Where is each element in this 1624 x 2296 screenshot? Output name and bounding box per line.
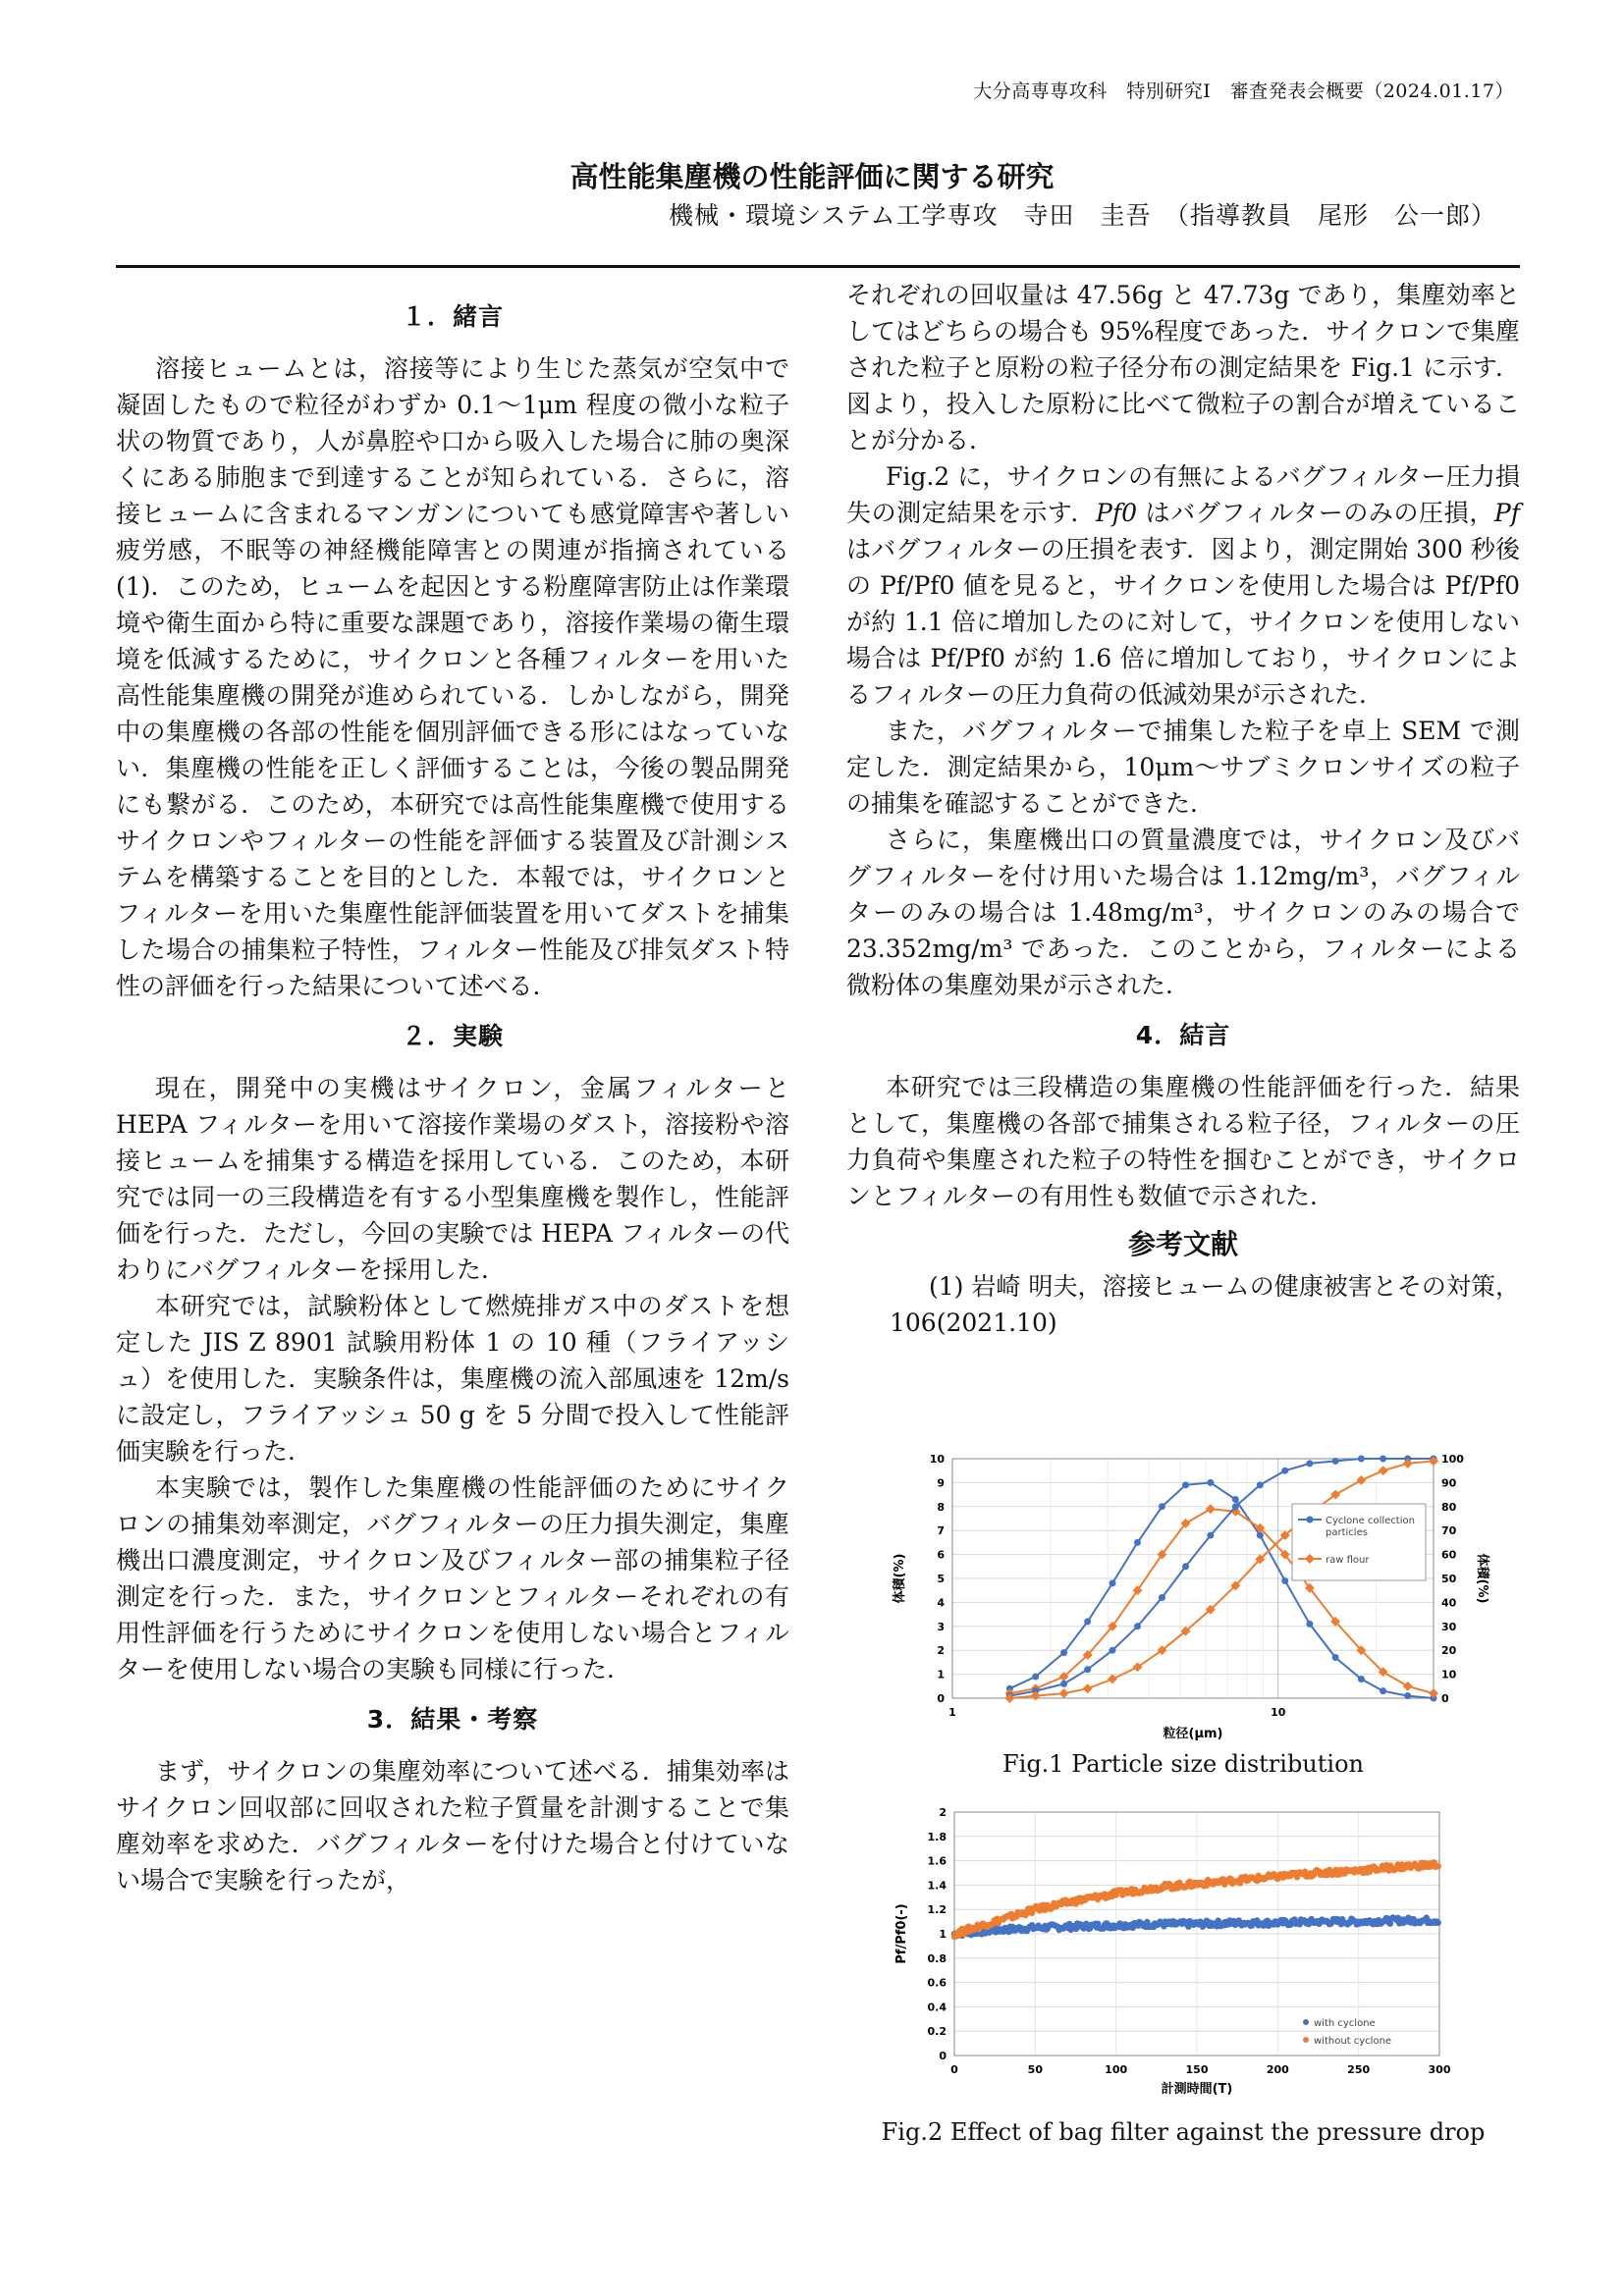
data-point <box>1435 1920 1441 1926</box>
data-point <box>1159 1594 1165 1601</box>
paragraph-conclusion: 本研究では三段構造の集塵機の性能評価を行った．結果として，集塵機の各部で捕集される粒子径，フィルターの圧力負荷や集塵された粒子の特性を掴むことができ，サイクロンとフィルターの有用性も数値で示された． <box>846 1073 1520 1210</box>
paragraph-results-1-cont: それぞれの回収量は 47.56g と 47.73g であり，集塵効率としてはどちらの場合も 95%程度であった．サイクロンで集塵された粒子と原粉の粒子径分布の測定結果を Fig.1 に示す．図より，投入した原粉に比べて微粒子の割合が増えていることが分かる． <box>846 281 1521 454</box>
paragraph-experiment-3: 本実験では，製作した集塵機の性能評価のためにサイクロンの捕集効率測定，バグフィルターの圧力損失測定，集塵機出口濃度測定，サイクロン及びフィルター部の捕集粒子径測定を行った．また，サイクロンとフィルターそれぞれの有用性評価を行うためにサイクロンを使用しない場合とフィルターを使用しない場合の実験も同様に行った． <box>116 1473 789 1683</box>
y2-tick-label: 70 <box>1441 1524 1457 1538</box>
paragraph-results-2 <box>846 458 1520 713</box>
data-point <box>1403 1682 1413 1691</box>
y-tick-label: 6 <box>937 1548 945 1562</box>
header-note: 大分高専専攻科 特別研究Ⅰ 審査発表会概要（2024.01.17） <box>973 80 1514 102</box>
y2-tick-label: 30 <box>1441 1620 1457 1633</box>
y-tick-label: 0 <box>937 1692 945 1705</box>
paragraph-experiment-1: 現在，開発中の実機はサイクロン，金属フィルターと HEPA フィルターを用いて溶接作業場のダスト，溶接粉や溶接ヒュームを捕集する構造を採用している．このため，本研究では同一の三段構造を有する小型集塵機を製作し，性能評価を行った．ただし，今回の実験では HEPA フィルターの代わりにバグフィルターを採用した． <box>116 1074 789 1284</box>
y2-axis-label: 体積(%) <box>1475 1553 1489 1604</box>
y2-tick-label: 40 <box>1441 1596 1457 1610</box>
x-tick-label: 150 <box>1185 2063 1209 2076</box>
data-point <box>1206 1504 1216 1514</box>
y-tick-label: 1.2 <box>927 1903 947 1917</box>
x-tick-label: 1 <box>948 1706 956 1719</box>
y-tick-label: 0.4 <box>927 2001 947 2014</box>
data-point <box>1084 1618 1091 1625</box>
paragraph-intro: 溶接ヒュームとは，溶接等により生じた蒸気が空気中で凝固したもので粒径がわずか 0.1～1μm 程度の微小な粒子状の物質であり，人が鼻腔や口から吸入した場合に肺の奥深くにある肺胞まで到達することが知られている．さらに，溶接ヒュームに含まれるマンガンについても感覚障害や著しい疲労感，不眠等の神経機能障害との関連が指摘されている(1)．このため，ヒュームを起因とする粉塵障害防止は作業環境や衛生面から特に重要な課題であり，溶接作業場の衛生環境を低減するために，サイクロンと各種フィルターを用いた高性能集塵機の開発が進められている．しかしながら，開発中の集塵機の各部の性能を個別評価できる形にはなっていない．集塵機の性能を正しく評価することは，今後の製品開発にも繋がる．このため，本研究では高性能集塵機で使用するサイクロンやフィルターの性能を評価する装置及び計測システムを構築することを目的とした．本報では，サイクロンとフィルターを用いた集塵性能評価装置を用いてダストを捕集した場合の捕集粒子特性，フィルター性能及び排気ダスト特性の評価を行った結果について述べる． <box>116 354 789 1000</box>
x-axis-label: 粒径(μm) <box>1163 1727 1223 1741</box>
y-tick-label: 0 <box>939 2050 947 2062</box>
y2-tick-label: 90 <box>1441 1476 1457 1490</box>
data-point <box>1358 1676 1365 1682</box>
data-point <box>1380 1456 1386 1463</box>
data-point <box>1358 1456 1365 1463</box>
legend-marker <box>1307 1517 1314 1523</box>
x-tick-label: 200 <box>1266 2063 1289 2076</box>
data-point <box>1306 1621 1313 1628</box>
data-point <box>1257 1481 1264 1488</box>
y-tick-label: 7 <box>937 1524 945 1538</box>
figure-2-caption: Fig.2 Effect of bag filter against the pressure drop <box>881 2118 1486 2146</box>
y2-tick-label: 80 <box>1441 1500 1457 1514</box>
legend-label: Cyclone collection <box>1326 1516 1415 1526</box>
data-point <box>1281 1468 1288 1474</box>
data-point <box>1182 1563 1189 1570</box>
y-tick-label: 10 <box>929 1453 945 1466</box>
y-tick-label: 1 <box>937 1668 945 1682</box>
data-point <box>1134 1539 1141 1546</box>
references-heading: 参考文献 <box>1127 1228 1238 1260</box>
figure-particle-size-distribution <box>884 1445 1492 1757</box>
legend-label: raw flour <box>1326 1555 1370 1566</box>
y-tick-label: 1 <box>939 1928 947 1941</box>
y-tick-label: 1.8 <box>927 1830 947 1843</box>
figure-pressure-drop <box>884 1798 1492 2112</box>
x-tick-label: 300 <box>1428 2063 1451 2076</box>
paragraph-results-1: まず，サイクロンの集塵効率について述べる．捕集効率はサイクロン回収部に回収された粒子質量を計測することで集塵効率を求めた．バグフィルターを付けた場合と付けていない場合で実験を行ったが， <box>116 1757 789 1895</box>
y-tick-label: 0.6 <box>927 1976 947 1990</box>
section-heading-results: 3．結果・考察 <box>366 1705 539 1734</box>
data-point <box>1084 1666 1091 1673</box>
legend-label: with cyclone <box>1314 2018 1376 2029</box>
y-tick-label: 9 <box>937 1476 945 1490</box>
y2-tick-label: 100 <box>1441 1453 1464 1466</box>
x-tick-label: 10 <box>1271 1706 1286 1719</box>
y-tick-label: 8 <box>937 1500 945 1514</box>
data-point <box>1060 1649 1067 1656</box>
y2-tick-label: 60 <box>1441 1548 1457 1562</box>
reference-item: (1) 岩崎 明夫，溶接ヒュームの健康被害とその対策，106(2021.10) <box>890 1272 1520 1338</box>
y2-tick-label: 20 <box>1441 1644 1457 1658</box>
data-point <box>1332 1458 1339 1465</box>
symbol-pf0: Pf0 <box>1096 499 1137 527</box>
data-point <box>1032 1674 1039 1681</box>
y-tick-label: 1.4 <box>927 1879 947 1893</box>
data-point <box>1356 1475 1366 1485</box>
x-tick-label: 50 <box>1027 2063 1043 2076</box>
data-point <box>1429 1456 1438 1466</box>
legend-marker <box>1303 2037 1309 2043</box>
y2-tick-label: 10 <box>1441 1668 1457 1682</box>
y-tick-label: 1.6 <box>927 1854 947 1868</box>
legend-label: without cyclone <box>1314 2036 1392 2047</box>
y-tick-label: 2 <box>939 1806 947 1819</box>
y-tick-label: 0.8 <box>927 1951 947 1965</box>
data-point <box>1109 1579 1115 1586</box>
data-point <box>1108 1675 1117 1684</box>
paragraph-results-4: さらに，集塵機出口の質量濃度では，サイクロン及びバグフィルターを付け用いた場合は 1.12mg/m³，バグフィルターのみの場合は 1.48mg/m³，サイクロンのみの場合で 23.352mg/m³ であった．このことから，フィルターによる微粉体の集塵効果が示された． <box>846 826 1520 999</box>
text-run: Fig.2 に，サイクロンの有無によるバグフィルター圧力損失の測定結果を示す． <box>846 462 1520 527</box>
text-run: はバグフィルターのみの圧損， <box>1136 499 1494 527</box>
data-point <box>1232 1496 1239 1503</box>
figure-1-caption: Fig.1 Particle size distribution <box>1001 1750 1364 1778</box>
y-tick-label: 3 <box>937 1620 945 1633</box>
header-rule <box>116 265 1520 268</box>
data-point <box>1379 1466 1388 1475</box>
data-point <box>1403 1459 1413 1468</box>
data-point <box>1109 1647 1115 1654</box>
y-axis-label: Pf/Pf0(-) <box>894 1903 909 1964</box>
data-point <box>1182 1481 1189 1488</box>
left-column <box>116 285 789 1898</box>
paper-title: 高性能集塵機の性能評価に関する研究 <box>569 160 1055 193</box>
data-point <box>1435 1863 1441 1869</box>
data-point <box>1083 1683 1093 1693</box>
data-point <box>1207 1479 1214 1486</box>
y-tick-label: 5 <box>937 1573 945 1585</box>
paragraph-results-3: また，バグフィルターで捕集した粒子を卓上 SEM で測定した．測定結果から，10μm～サブミクロンサイズの粒子の捕集を確認することができた． <box>846 717 1520 818</box>
y2-tick-label: 50 <box>1441 1573 1457 1585</box>
section-heading-experiment: ２．実験 <box>401 1022 504 1050</box>
y2-tick-label: 0 <box>1441 1692 1449 1705</box>
data-point <box>1060 1681 1067 1687</box>
data-point <box>1059 1688 1069 1698</box>
data-point <box>1306 1460 1313 1467</box>
x-axis-label: 計測時間(T) <box>1161 2082 1233 2097</box>
data-point <box>1380 1687 1386 1694</box>
x-tick-label: 100 <box>1105 2063 1128 2076</box>
data-point <box>1134 1623 1141 1629</box>
data-point <box>1232 1503 1239 1510</box>
data-point <box>1332 1654 1339 1661</box>
data-point <box>1404 1692 1411 1699</box>
data-point <box>1281 1577 1288 1584</box>
legend-label: particles <box>1326 1527 1368 1538</box>
text-run: はバグフィルターの圧損を表す．図より，測定開始 300 秒後の Pf/Pf0 値を見ると，サイクロンを使用した場合は Pf/Pf0 が約 1.1 倍に増加したのに対して，サイクロンを使用しない場合は Pf/Pf0 が約 1.6 倍に増加しており，サイクロンによるフィルターの圧力負荷の低減効果が示された． <box>846 535 1520 709</box>
paragraph-experiment-2: 本研究では，試験粉体として燃焼排ガス中のダストを想定した JIS Z 8901 試験用粉体 1 の 10 種（フライアッシュ）を使用した．実験条件は，集塵機の流入部風速を 12m/s に設定し，フライアッシュ 50 g を 5 分間で投入して性能評価実験を行った． <box>116 1292 789 1466</box>
section-heading-introduction: １．緒言 <box>401 302 504 331</box>
x-tick-label: 0 <box>950 2063 958 2076</box>
y-axis-label: 体積(%) <box>893 1553 907 1604</box>
legend-marker <box>1303 2019 1309 2025</box>
symbol-pf: Pf <box>1493 499 1520 527</box>
authors-line: 機械・環境システム工学専攻 寺田 圭吾 （指導教員 尾形 公一郎） <box>668 201 1496 230</box>
section-heading-conclusion: 4．結言 <box>1135 1021 1231 1049</box>
right-column <box>846 277 1520 1341</box>
x-tick-label: 250 <box>1347 2063 1371 2076</box>
data-point <box>1429 1688 1438 1698</box>
y-tick-label: 2 <box>937 1644 945 1658</box>
data-point <box>1207 1532 1214 1539</box>
y-tick-label: 0.2 <box>927 2025 947 2039</box>
y-tick-label: 4 <box>937 1596 945 1610</box>
data-point <box>1159 1503 1165 1510</box>
